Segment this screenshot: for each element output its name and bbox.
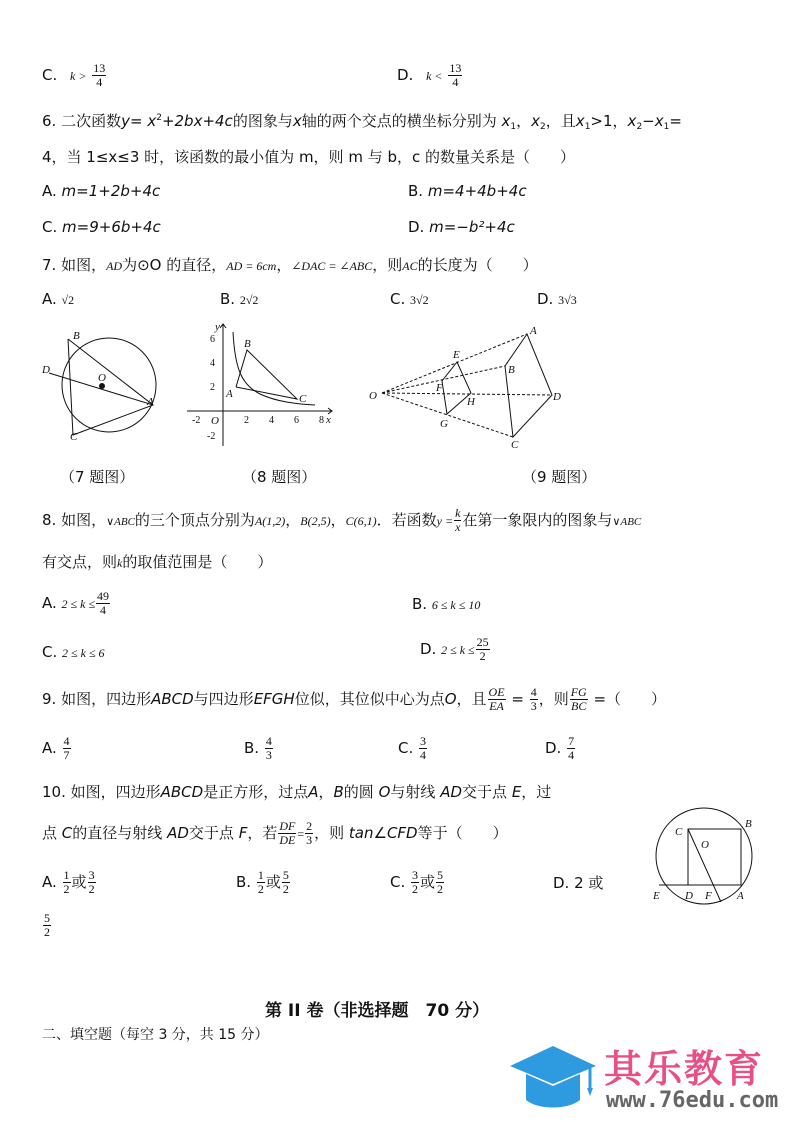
fraction	[448, 62, 462, 89]
label-o: O	[701, 839, 709, 851]
math: A(1,2)	[254, 514, 286, 528]
text: 或	[265, 873, 281, 891]
fraction	[436, 869, 444, 896]
option-label: C.	[42, 643, 58, 661]
option-label: B.	[412, 595, 428, 613]
text: 的图象与	[232, 112, 293, 130]
q10-stem-line2	[42, 820, 508, 847]
text: 的取值范围是（ ）	[122, 553, 273, 571]
q7-option-b	[220, 290, 258, 308]
option-text: 2 ≤ k ≤	[441, 643, 475, 657]
question-number: 6.	[42, 112, 57, 130]
option-text: 6 ≤ k ≤ 10	[431, 598, 481, 612]
numerator: 7	[568, 734, 575, 748]
numerator: 5	[282, 868, 289, 882]
figure-9-homothety-diagram	[360, 320, 600, 450]
option-text: m=−b²+4c	[429, 218, 515, 236]
figure-9-caption: （9 题图）	[522, 468, 597, 486]
math: y= x	[121, 112, 157, 130]
math: y =	[436, 514, 454, 528]
q6-option-b	[408, 182, 527, 200]
q7-option-a	[42, 290, 74, 308]
figure-10-square-circle-diagram	[640, 805, 793, 910]
fraction	[278, 820, 296, 847]
label-e: E	[653, 890, 660, 902]
math: EFGH	[253, 690, 295, 708]
fraction	[530, 686, 538, 713]
math: B(2,5)	[300, 514, 331, 528]
numerator: 5	[437, 868, 444, 882]
quadrilateral-abcd	[505, 334, 552, 437]
denominator: x	[455, 520, 461, 534]
text: ，	[276, 256, 292, 274]
math: C	[61, 824, 73, 842]
text: 的直径与射线	[72, 824, 163, 842]
math: tan∠CFD	[348, 824, 418, 842]
math: AD	[106, 259, 123, 273]
watermark-logo	[508, 1040, 793, 1120]
brand-url: www.76edu.com	[606, 1088, 779, 1113]
option-label: B.	[220, 290, 236, 308]
numerator: 49	[97, 589, 110, 603]
label-a: A	[226, 388, 233, 400]
text: 8. 如图，	[42, 511, 107, 529]
math: B	[333, 783, 344, 801]
text: ，且	[456, 690, 487, 708]
q5-option-c	[42, 62, 107, 89]
figure-8-caption: （8 题图）	[242, 468, 317, 486]
option-text: m=4+4b+4c	[427, 182, 527, 200]
q10-stem-line1	[42, 781, 551, 802]
numerator: 1	[257, 868, 264, 882]
numerator: k	[455, 506, 461, 520]
label-a: A	[530, 325, 537, 337]
denominator: BC	[571, 699, 587, 713]
numerator: 13	[449, 61, 462, 75]
text: ，	[318, 783, 334, 801]
label-b: B	[73, 330, 80, 342]
math: AD = 6cm	[226, 259, 277, 273]
option-expr: k >	[70, 69, 87, 83]
denominator: 2	[44, 925, 50, 939]
denominator: 4	[100, 603, 107, 617]
math: AC	[402, 259, 418, 273]
q6-option-d	[408, 218, 515, 236]
q9-option-a	[42, 735, 72, 762]
label-f: F	[705, 890, 712, 902]
text: 为⊙O 的直径，	[122, 256, 227, 274]
denominator: 7	[63, 748, 70, 762]
text: 在第一象限内的图象与	[462, 511, 613, 529]
text: 7. 如图，	[42, 256, 107, 274]
q9-option-d	[545, 735, 576, 762]
math: k	[117, 556, 123, 570]
option-text: √2	[61, 293, 75, 307]
label-b: B	[745, 818, 752, 830]
text: 二次函数	[61, 112, 122, 130]
math: ∠DAC = ∠ABC	[291, 259, 373, 273]
q6-option-a	[42, 182, 160, 200]
fraction	[282, 869, 290, 896]
q6-stem-line2: 4，当 1≤x≤3 时，该函数的最小值为 m，则 m 与 b，c 的数量关系是（ ）	[42, 148, 576, 166]
option-label: B.	[408, 182, 424, 200]
text: 的长度为（ ）	[417, 256, 538, 274]
label-e: E	[453, 349, 460, 361]
option-text: 2 ≤ k ≤	[61, 597, 96, 611]
option-label: A.	[42, 739, 57, 757]
text: ，则	[372, 256, 403, 274]
numerator: OE	[488, 685, 505, 699]
label-b: B	[508, 364, 515, 376]
fraction	[419, 735, 427, 762]
fraction	[63, 735, 71, 762]
fraction	[570, 686, 588, 713]
text: ，过	[521, 783, 552, 801]
label-h: H	[467, 396, 475, 408]
q6-option-c	[42, 218, 161, 236]
x-tick-label: 4	[269, 415, 274, 426]
option-text: m=1+2b+4c	[61, 182, 161, 200]
text: 交于点	[188, 824, 234, 842]
fraction	[265, 735, 273, 762]
text: =	[297, 827, 305, 841]
text: ，若	[247, 824, 278, 842]
label-g: G	[440, 418, 448, 430]
q9-stem	[42, 686, 666, 713]
math: ∨ABC	[612, 516, 642, 528]
text: ，则	[538, 690, 569, 708]
math: ∨ABC	[106, 516, 135, 528]
label-c: C	[70, 431, 78, 443]
label-o: O	[369, 390, 377, 402]
text: =（ ）	[593, 690, 667, 708]
projection-lines	[382, 334, 552, 437]
option-text: m=9+6b+4c	[62, 218, 161, 236]
q8-option-b	[412, 595, 480, 613]
fraction	[92, 62, 106, 89]
numerator: 13	[93, 61, 106, 75]
x-tick-label: 8	[319, 415, 324, 426]
option-text: 3√2	[410, 293, 429, 307]
numerator: 5	[44, 911, 50, 925]
text: =	[511, 690, 524, 708]
option-label: A.	[42, 873, 57, 891]
math: +2bx+4c	[161, 112, 233, 130]
label-a: A	[147, 396, 154, 408]
y-tick-label: -2	[207, 431, 216, 442]
math: x	[501, 112, 511, 130]
numerator: 4	[63, 734, 70, 748]
option-label: A.	[42, 290, 57, 308]
q10-option-d-fraction	[42, 912, 52, 939]
section-2-title: 第 II 卷（非选择题 70 分）	[265, 1001, 490, 1021]
denominator: 4	[420, 748, 427, 762]
q9-option-b	[244, 735, 274, 762]
text: ，且	[545, 112, 576, 130]
denominator: 2	[88, 882, 95, 896]
text: 点	[42, 824, 58, 842]
math: E	[511, 783, 522, 801]
math: AD	[440, 783, 463, 801]
label-a: A	[737, 890, 744, 902]
denominator: EA	[489, 699, 504, 713]
option-label: D.	[537, 290, 554, 308]
fraction	[567, 735, 575, 762]
text: ，则	[314, 824, 345, 842]
y-tick-label: 6	[210, 334, 215, 345]
numerator: 25	[476, 635, 489, 649]
option-expr: k <	[426, 69, 443, 83]
option-label: D.	[408, 218, 425, 236]
denominator: 2	[63, 882, 70, 896]
option-label: C.	[398, 739, 414, 757]
text: 或	[420, 873, 436, 891]
figure-7-circle-diagram	[30, 325, 160, 450]
text: 与四边形	[193, 690, 254, 708]
text: 的三个顶点分别为	[134, 511, 255, 529]
figure-8-coordinate-plot	[182, 320, 337, 450]
label-d: D	[685, 890, 693, 902]
option-label: D.	[545, 739, 562, 757]
q9-option-c	[398, 735, 428, 762]
denominator: 2	[257, 882, 264, 896]
text: 或	[71, 873, 87, 891]
q10-option-d	[553, 872, 603, 893]
fraction	[305, 820, 313, 847]
fraction	[96, 590, 110, 617]
fraction	[257, 869, 265, 896]
numerator: 2	[306, 819, 313, 833]
label-f: F	[436, 382, 443, 394]
fraction	[488, 686, 506, 713]
q7-option-c	[390, 290, 429, 308]
y-axis-label: y	[215, 321, 220, 333]
label-c: C	[675, 826, 683, 838]
math: x	[292, 112, 302, 130]
text: −	[642, 112, 655, 130]
square-abcd	[688, 829, 741, 885]
q10-option-a	[42, 869, 97, 896]
numerator: 4	[530, 685, 537, 699]
option-text: 2 或	[574, 874, 604, 892]
option-text: 3√3	[558, 293, 577, 307]
numerator: 4	[265, 734, 272, 748]
numerator: 3	[412, 868, 419, 882]
option-label: B.	[236, 873, 252, 891]
math: F	[238, 824, 248, 842]
numerator: DF	[279, 819, 296, 833]
math: C(6,1)	[345, 514, 377, 528]
q10-option-b	[236, 869, 291, 896]
q7-option-d	[537, 290, 577, 308]
text: 交于点	[462, 783, 508, 801]
option-label: D.	[420, 640, 437, 658]
fraction	[411, 869, 419, 896]
option-label: B.	[244, 739, 260, 757]
x-tick-label: 6	[294, 415, 299, 426]
option-label: D.	[553, 874, 570, 892]
triangle-abc	[236, 350, 297, 399]
text: 10. 如图，四边形	[42, 783, 161, 801]
q8-stem-line2	[42, 551, 272, 572]
option-text: 2√2	[239, 293, 259, 307]
denominator: 2	[412, 882, 419, 896]
label-c: C	[299, 393, 307, 405]
numerator: FG	[570, 685, 587, 699]
brand-name: 其乐教育	[604, 1047, 765, 1091]
numerator: 1	[63, 868, 70, 882]
text: 位似，其位似中心为点	[294, 690, 445, 708]
option-label: A.	[42, 182, 57, 200]
text: 9. 如图，四边形	[42, 690, 152, 708]
option-label: C.	[42, 66, 58, 84]
circle-o	[62, 338, 156, 432]
q8-stem-line1: 8. 如图，∨ABC的三个顶点分别为A(1,2)，B(2,5)，C(6,1)．若函数y = $\frac{k}{x}$ 在第一象限内的图象与∨ABC	[42, 506, 642, 534]
denominator: 3	[265, 748, 272, 762]
label-b: B	[244, 338, 251, 350]
denominator: 4	[452, 75, 459, 89]
option-label: C.	[42, 218, 58, 236]
math: AD	[167, 824, 189, 842]
option-text: 2 ≤ k ≤ 6	[62, 646, 105, 660]
math: ABCD	[160, 783, 204, 801]
text: 轴的两个交点的横坐标分别为	[301, 112, 497, 130]
label-d: D	[553, 391, 561, 403]
numerator: 3	[420, 734, 427, 748]
math: O	[378, 783, 391, 801]
q7-stem	[42, 254, 538, 275]
option-label: C.	[390, 873, 406, 891]
q8-option-a	[42, 590, 111, 617]
denominator: 2	[437, 882, 444, 896]
x-axis-label: x	[326, 414, 331, 426]
denominator: 3	[530, 699, 537, 713]
text: 有交点，则	[42, 553, 118, 571]
q8-option-c	[42, 643, 105, 661]
figure-7-caption: （7 题图）	[60, 468, 135, 486]
numerator: 3	[88, 868, 95, 882]
q6-stem-line1: 6. 二次函数$y= x^2+2bx+4c$的图象与x轴的两个交点的横坐标分别为 $x_1$，$x_2$，且$x_1>1$，$x_2-x_1=$	[42, 112, 682, 132]
x-tick-label: 2	[244, 415, 249, 426]
option-label: D.	[397, 66, 414, 84]
fraction	[454, 507, 461, 534]
option-label: C.	[390, 290, 406, 308]
text: 是正方形，过点	[203, 783, 309, 801]
q10-option-c	[390, 869, 445, 896]
y-tick-label: 2	[210, 382, 215, 393]
option-label: A.	[42, 594, 57, 612]
x-tick-label: -2	[192, 415, 201, 426]
q5-option-d	[397, 62, 463, 89]
math: ABCD	[151, 690, 194, 708]
denominator: DE	[279, 833, 296, 847]
q8-option-d	[420, 636, 491, 663]
fraction	[63, 869, 71, 896]
graduation-cap-icon	[508, 1044, 598, 1114]
fraction	[43, 912, 51, 939]
label-d: D	[42, 364, 50, 376]
label-o: O	[98, 372, 106, 384]
text: 的圆	[343, 783, 374, 801]
denominator: 4	[96, 75, 103, 89]
label-c: C	[511, 439, 519, 450]
text: 等于（ ）	[417, 824, 508, 842]
math: A	[308, 783, 319, 801]
denominator: 4	[568, 748, 575, 762]
math: O	[444, 690, 457, 708]
y-tick-label: 4	[210, 358, 215, 369]
text: =	[669, 112, 682, 130]
fraction	[88, 869, 96, 896]
denominator: 3	[306, 833, 313, 847]
denominator: 2	[282, 882, 289, 896]
text: ．若函数	[376, 511, 437, 529]
section-2-subtitle: 二、填空题（每空 3 分，共 15 分）	[42, 1027, 269, 1043]
math: x	[531, 112, 541, 130]
text: 与射线	[390, 783, 436, 801]
denominator: 2	[479, 649, 486, 663]
fraction	[476, 636, 490, 663]
origin-label: O	[211, 415, 219, 427]
text: >1，	[590, 112, 628, 130]
